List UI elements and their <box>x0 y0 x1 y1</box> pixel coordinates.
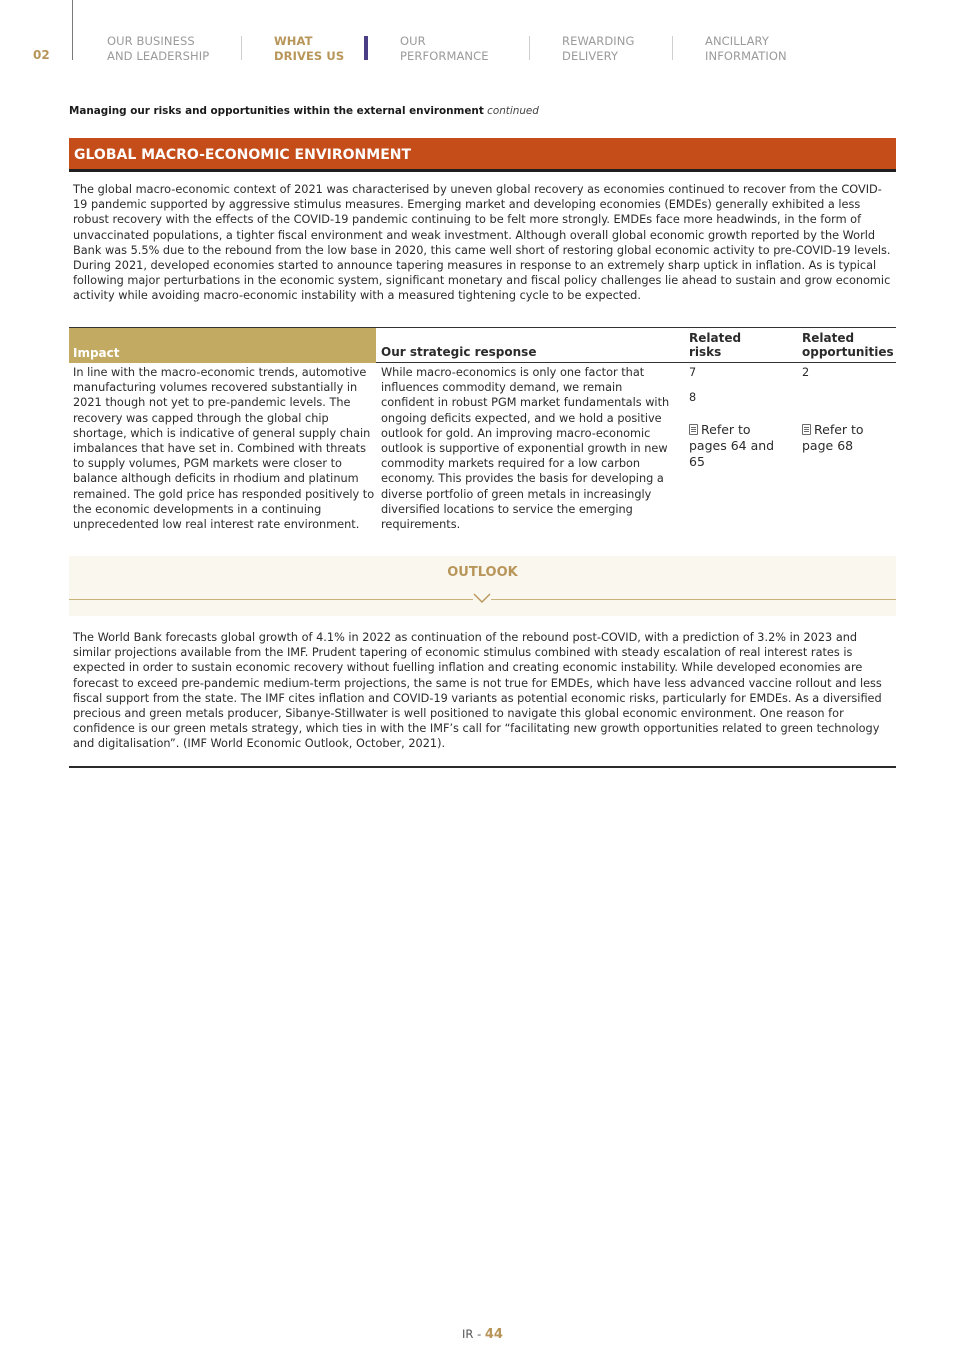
intro-paragraph: The global macro-economic context of 2021 was characterised by uneven global recovery as economies continued to recover from the COVID-19 pandemic supported by aggressive stimulus measures. Emerging market and developing economies (EMDEs) generally exhibited a less robust recovery with the effects of the COVID-19 pandemic continuing to be felt more strongly. EMDEs face more headwinds, in the form of unvaccinated populations, a tighter fiscal environment and weak investment. Although overall global economic growth reported by the World Bank was 5.5% due to the rebound from the low base in 2020, this came well short of restoring global economic activity to pre-COVID-19 levels. During 2021, developed economies started to announce tapering measures in response to an extremely sharp uptick in inflation. As is typical following major perturbations in the economic system, significant monetary and fiscal policy challenges lie ahead to sustain and grow economic activity while avoiding macro-economic instability with a measured tightening cycle to be expected. <box>73 183 891 303</box>
risk-table <box>69 327 896 551</box>
section-header-bar <box>69 138 896 172</box>
section-bottom-rule <box>69 766 896 768</box>
nav-separator <box>529 36 530 60</box>
outlook-banner <box>69 556 896 616</box>
top-navigation <box>0 0 965 75</box>
response-header: Our strategic response <box>381 345 537 359</box>
nav-divider <box>72 0 73 60</box>
nav-item-our-performance[interactable]: OUR PERFORMANCE <box>400 34 489 63</box>
risk-number: 8 <box>689 391 697 405</box>
page-footer: IR - 44 <box>462 1327 503 1342</box>
response-cell: While macro-economics is only one factor that influences commodity demand, we remain confident in robust PGM market fundamentals with ongoing deficits expected, and we hold a positive outlook for gold. An improving macro-economic outlook is supportive of exponential growth in new commodity markets required for a low carbon economy. This provides the basis for developing a diverse portfolio of green metals in increasingly diversified locations to service the emerging requirements. <box>381 366 670 532</box>
impact-header-cell <box>69 328 376 363</box>
nav-separator <box>241 36 242 60</box>
related-opportunities-cell <box>802 365 894 454</box>
risk-page-reference[interactable]: Refer to pages 64 and 65 <box>689 422 775 470</box>
nav-item-ancillary-information[interactable]: ANCILLARY INFORMATION <box>705 34 787 63</box>
outlook-paragraph: The World Bank forecasts global growth of 4.1% in 2022 as continuation of the rebound post-COVID, with a prediction of 3.2% in 2023 and similar projections available from the IMF. Prudent tapering of economic stimulus combined with steady escalation of real interest rates is expected in order to sustain economic recovery without fuelling inflation and creating economic instability. While developed economies are forecast to exceed pre-pandemic medium-term projections, the same is not true for EMDEs, which have less advanced vaccine rollout and less fiscal support from the state. The IMF cites inflation and COVID-19 variants as potential economic risks, particularly for EMDEs. As a diversified precious and green metals producer, Sibanye-Stillwater is well positioned to navigate this global economic environment. One reason for confidence is our green metals strategy, which ties in with the IMF’s call for “facilitating new growth opportunities related to green technology and digitalisation”. (IMF World Economic Outlook, October, 2021). <box>73 631 882 751</box>
nav-item-our-business[interactable]: OUR BUSINESS AND LEADERSHIP <box>107 34 210 63</box>
related-risks-cell <box>689 365 789 470</box>
nav-item-what-drives-us[interactable]: WHAT DRIVES US <box>274 34 345 63</box>
nav-separator <box>672 36 673 60</box>
table-row <box>69 363 896 551</box>
related-opportunities-header: Related opportunities <box>802 331 894 359</box>
impact-cell: In line with the macro-economic trends, automotive manufacturing volumes recovered substantially in 2021 though not yet to pre-pandemic levels. The recovery was capped through the global chip shortage, which is indicative of general supply chain imbalances that have set in. Combined with threats to supply volumes, PGM markets were closer to balance although deficits in rhodium and platinum remained. The gold price has responded positively to the economic developments in a continuing unprecedented low real interest rate environment. <box>73 366 375 532</box>
page-number: 44 <box>484 1327 503 1342</box>
chapter-number: 02 <box>33 48 50 62</box>
opportunity-number: 2 <box>802 366 810 379</box>
document-icon <box>689 424 698 435</box>
opportunity-page-reference[interactable]: Refer to page 68 <box>802 422 864 454</box>
nav-item-rewarding-delivery[interactable]: REWARDING DELIVERY <box>562 34 635 63</box>
risk-number: 7 <box>689 366 697 379</box>
table-header-row <box>69 327 896 363</box>
impact-header: Impact <box>73 346 120 360</box>
section-title: GLOBAL MACRO-ECONOMIC ENVIRONMENT <box>74 147 412 163</box>
document-icon <box>802 424 811 435</box>
chevron-down-icon <box>473 592 491 604</box>
page-subheading: Managing our risks and opportunities within the external environment continued <box>69 105 539 117</box>
related-risks-header: Related risks <box>689 331 742 359</box>
outlook-title: OUTLOOK <box>447 565 518 580</box>
nav-active-marker <box>364 36 368 60</box>
